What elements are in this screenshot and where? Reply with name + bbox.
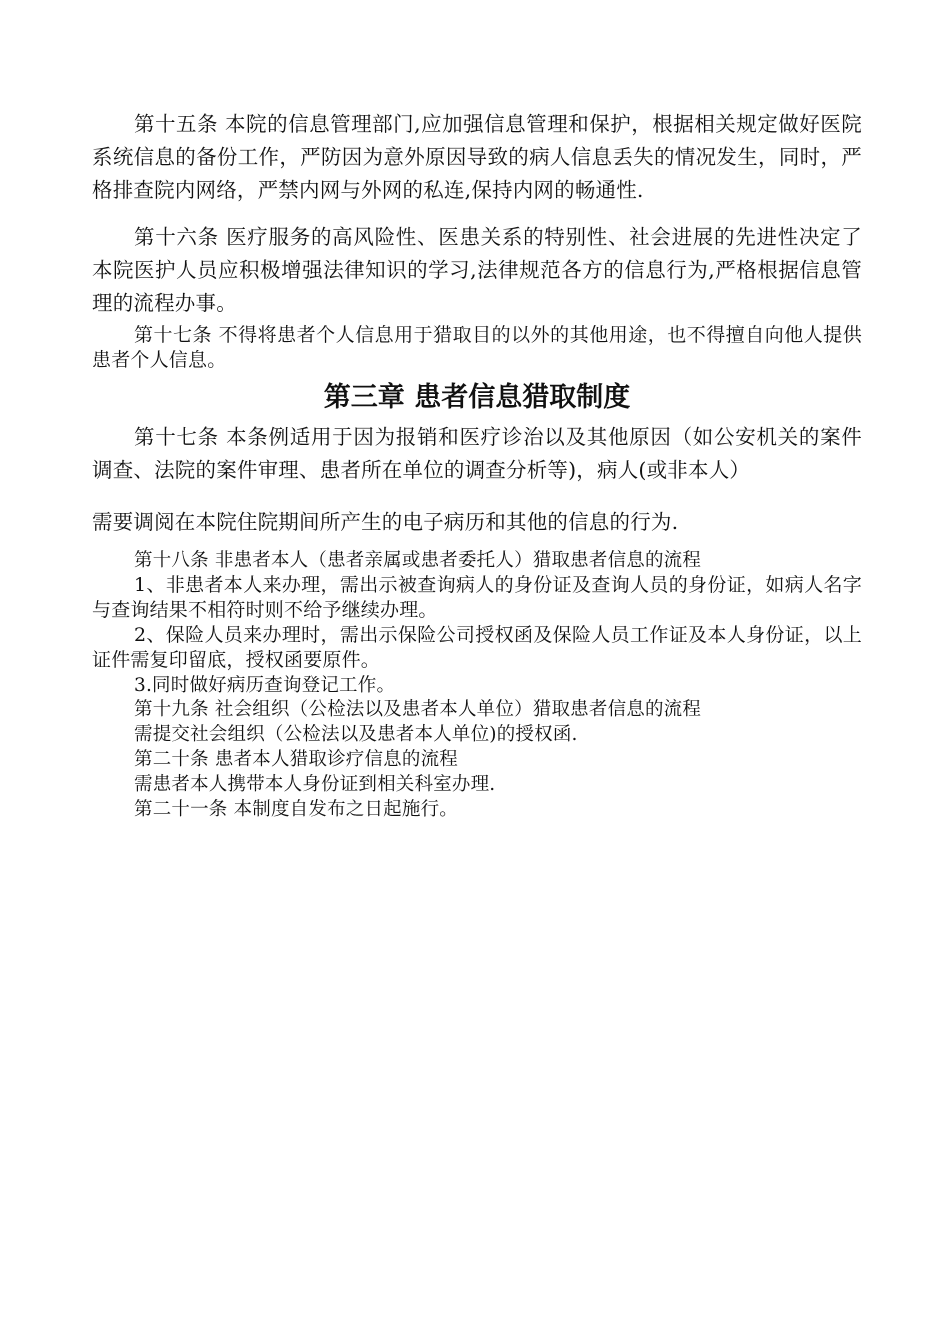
article-21: 第二十一条 本制度自发布之日起施行。 (134, 799, 458, 820)
chapter-3-title: 第三章 患者信息猎取制度 (323, 382, 631, 413)
article-18-item-2: 2、保险人员来办理时，需出示保险公司授权函及保险人员工作证及本人身份证，以上证件需复印留底，授权函要原件。 (92, 624, 862, 671)
article-15: 第十五条 本院的信息管理部门,应加强信息管理和保护，根据相关规定做好医院系统信息的备份工作，严防因为意外原因导致的病人信息丢失的情况发生，同时，严格排查院内网络，严禁内网与外网的私连,保持内网的畅通性. (92, 112, 862, 202)
article-18-item-3: 3.同时做好病历查询登记工作。 (134, 675, 396, 696)
article-19: 第十九条 社会组织（公检法以及患者本人单位）猎取患者信息的流程 (134, 699, 702, 720)
article-19-detail: 需提交社会组织（公检法以及患者本人单位)的授权函. (134, 724, 578, 745)
article-16: 第十六条 医疗服务的高风险性、医患关系的特别性、社会进展的先进性决定了本院医护人员应积极增强法律知识的学习,法律规范各方的信息行为,严格根据信息管理的流程办事。 (92, 225, 862, 315)
article-17-scope: 第十七条 本条例适用于因为报销和医疗诊治以及其他原因（如公安机关的案件调查、法院的案件审理、患者所在单位的调查分析等)，病人(或非本人） (92, 425, 862, 482)
article-18-item-1: 1、非患者本人来办理，需出示被查询病人的身份证及查询人员的身份证，如病人名字与查询结果不相符时则不给予继续办理。 (92, 574, 862, 621)
article-17-scope-continued: 需要调阅在本院住院期间所产生的电子病历和其他的信息的行为. (92, 510, 679, 534)
article-17-usage: 第十七条 不得将患者个人信息用于猎取目的以外的其他用途，也不得擅自向他人提供患者个人信息。 (92, 324, 862, 371)
article-20: 第二十条 患者本人猎取诊疗信息的流程 (134, 749, 458, 770)
article-20-detail: 需患者本人携带本人身份证到相关科室办理. (134, 774, 496, 795)
article-18: 第十八条 非患者本人（患者亲属或患者委托人）猎取患者信息的流程 (134, 550, 702, 571)
